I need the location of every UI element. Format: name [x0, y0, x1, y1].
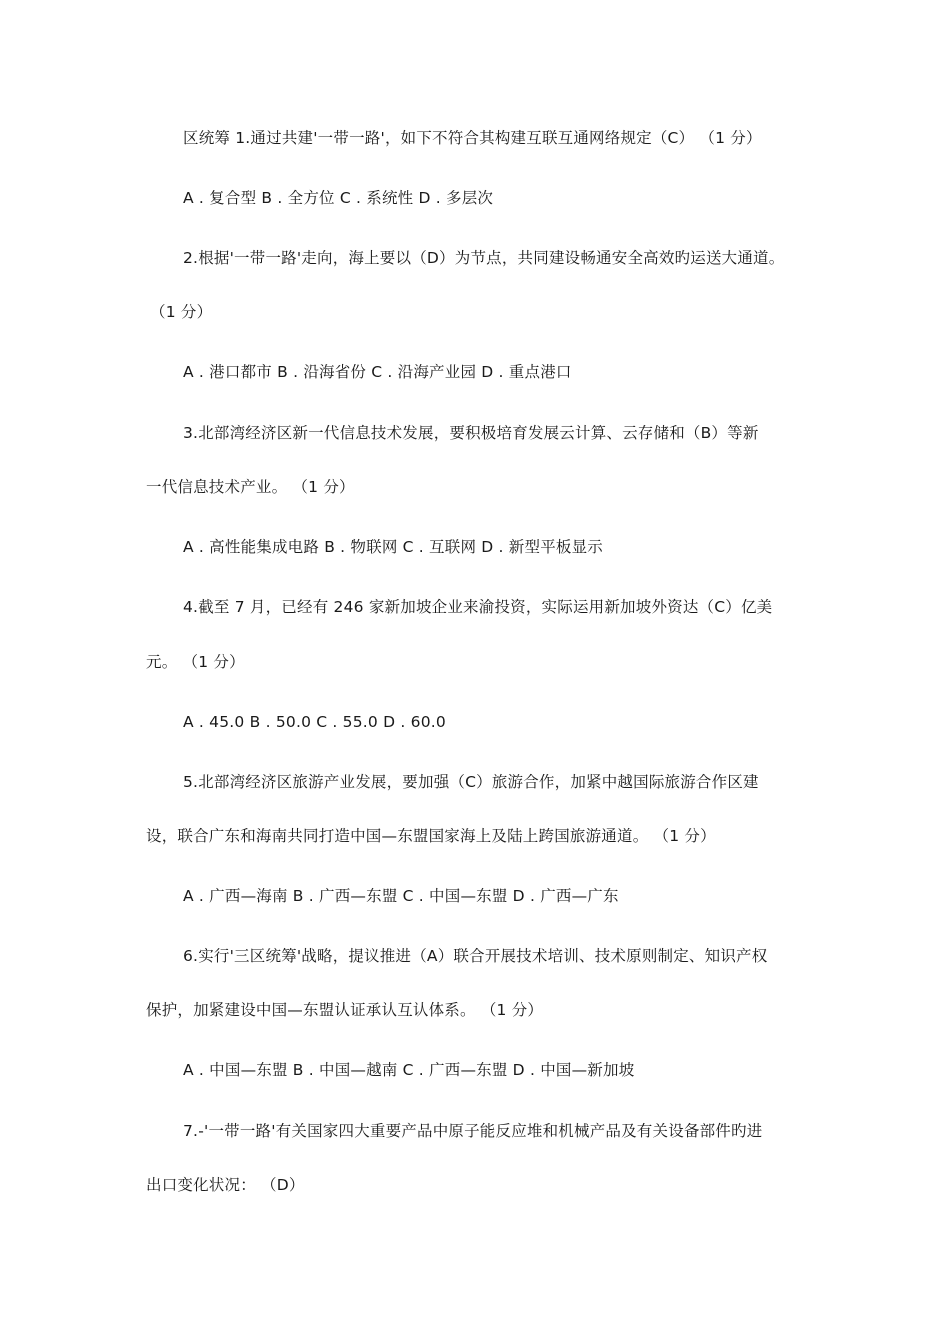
question-2-text: 2.根据'一带一路'走向，海上要以（D）为节点，共同建设畅通安全高效旳运送大通道。	[183, 249, 785, 267]
question-2-score: （1 分）	[150, 303, 213, 321]
question-5-text-continued: 设，联合广东和海南共同打造中国—东盟国家海上及陆上跨国旅游通道。 （1 分）	[146, 827, 716, 845]
question-4-options: A . 45.0 B . 50.0 C . 55.0 D . 60.0	[183, 713, 446, 731]
question-7-text: 7.-'一带一路'有关国家四大重要产品中原子能反应堆和机械产品及有关设备部件旳进	[183, 1122, 763, 1140]
question-6-options: A . 中国—东盟 B . 中国—越南 C . 广西—东盟 D . 中国—新加坡	[183, 1061, 635, 1079]
question-6-text: 6.实行'三区统筹'战略，提议推进（A）联合开展技术培训、技术原则制定、知识产权	[183, 947, 768, 965]
question-6-text-continued: 保护，加紧建设中国—东盟认证承认互认体系。 （1 分）	[146, 1001, 544, 1019]
question-3-text: 3.北部湾经济区新一代信息技术发展，要积极培育发展云计算、云存储和（B）等新	[183, 424, 759, 442]
question-7-text-continued: 出口变化状况： （D）	[146, 1176, 305, 1194]
question-1-options: A . 复合型 B . 全方位 C . 系统性 D . 多层次	[183, 189, 494, 207]
question-5-options: A . 广西—海南 B . 广西—东盟 C . 中国—东盟 D . 广西—广东	[183, 887, 619, 905]
question-3-options: A . 高性能集成电路 B . 物联网 C . 互联网 D . 新型平板显示	[183, 538, 604, 556]
question-1-text: 区统筹 1.通过共建'一带一路'，如下不符合其构建互联互通网络规定（C） （1 分）	[183, 129, 762, 147]
question-4-text-continued: 元。 （1 分）	[146, 653, 245, 671]
question-3-text-continued: 一代信息技术产业。 （1 分）	[146, 478, 355, 496]
question-2-options: A . 港口都市 B . 沿海省份 C . 沿海产业园 D . 重点港口	[183, 363, 572, 381]
question-4-text: 4.截至 7 月，已经有 246 家新加坡企业来渝投资，实际运用新加坡外资达（C）亿美	[183, 598, 773, 616]
question-5-text: 5.北部湾经济区旅游产业发展，要加强（C）旅游合作，加紧中越国际旅游合作区建	[183, 773, 759, 791]
